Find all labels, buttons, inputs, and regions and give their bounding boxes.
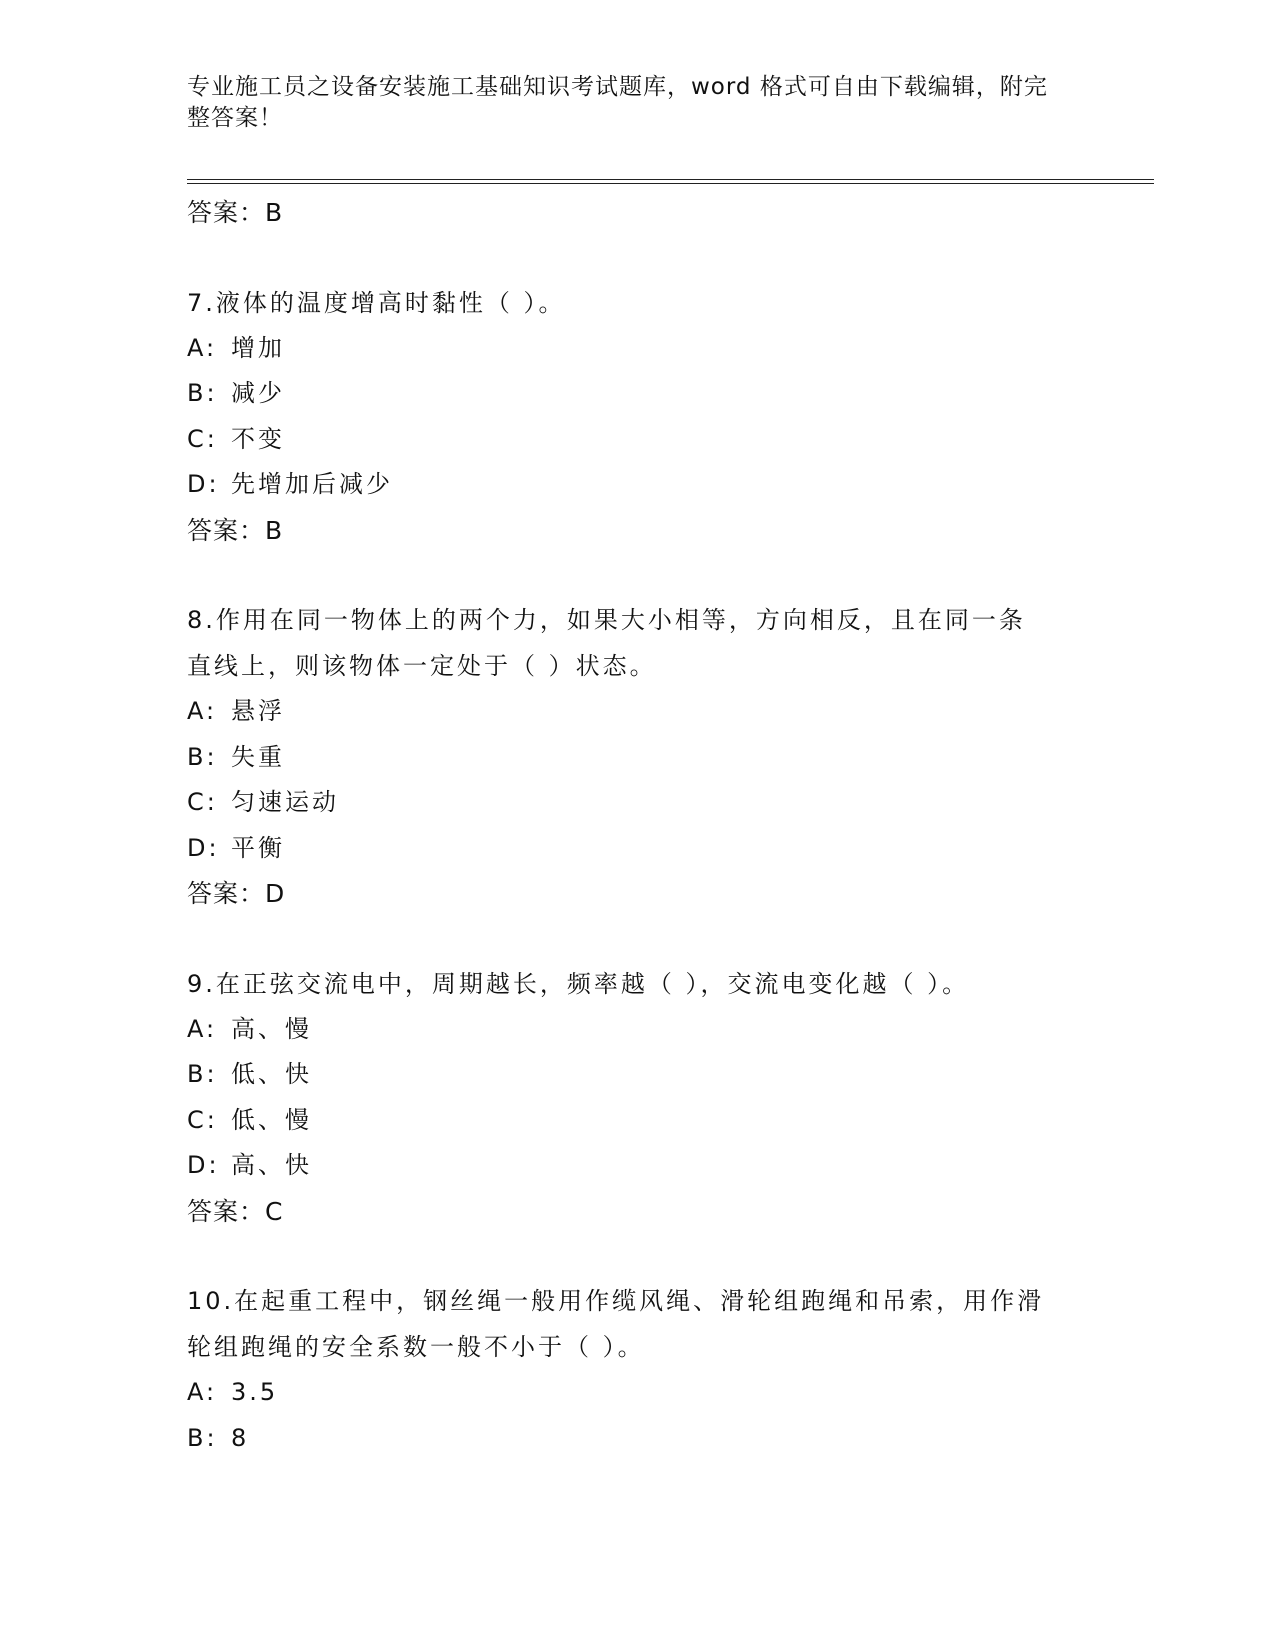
question-text: 9.在正弦交流电中，周期越长，频率越（ ），交流电变化越（ ）。 [187,969,970,998]
option-text: 减少 [231,379,285,407]
question-block [187,280,1087,554]
option-text: 增加 [231,333,285,362]
option-label: A: [187,333,218,362]
option-text: 3.5 [231,1378,279,1406]
question-block [187,961,1087,1235]
option-b [187,371,1087,417]
page-header-title: 专业施工员之设备安装施工基础知识考试题库，word 格式可自由下载编辑，附完整答案！ [187,74,1048,131]
option-a [187,1370,1087,1416]
option-text: 先增加后减少 [231,470,393,498]
option-d [187,1143,1087,1189]
option-text: 匀速运动 [231,788,339,816]
option-label: C: [187,424,218,453]
option-text: 不变 [231,424,285,453]
question-list [187,190,1087,1461]
option-b [187,1416,1087,1462]
option-c [187,417,1087,463]
header-divider-top [187,179,1154,180]
option-text: 平衡 [231,833,285,862]
option-label: B: [187,1060,218,1088]
answer-line: 答案：D [187,879,286,908]
option-label: C: [187,1105,218,1134]
option-text: 高、慢 [231,1014,312,1043]
option-c [187,1098,1087,1144]
option-label: A: [187,1378,218,1406]
option-b [187,735,1087,781]
option-label: A: [187,1014,218,1043]
question-text: 7.液体的温度增高时黏性（ ）。 [187,288,566,317]
option-text: 8 [231,1423,250,1452]
answer-line: 答案：C [187,1196,284,1226]
option-label: B: [187,379,218,407]
option-c [187,780,1087,826]
header-divider-bottom [187,183,1154,184]
answer-line: 答案：B [187,198,284,227]
option-label: B: [187,742,218,771]
option-text: 低、慢 [231,1105,312,1134]
option-text: 失重 [231,742,285,771]
option-a [187,689,1087,735]
answer-line: 答案：B [187,515,284,545]
option-a [187,326,1087,372]
option-b [187,1052,1087,1098]
option-label: D: [187,833,220,862]
option-d [187,462,1087,508]
question-text: 10.在起重工程中，钢丝绳一般用作缆风绳、滑轮组跑绳和吊索，用作滑轮组跑绳的安全系数一般不小于（ ）。 [187,1287,1045,1361]
question-block [187,597,1087,917]
question-text: 8.作用在同一物体上的两个力，如果大小相等，方向相反，且在同一条直线上，则该物体一定处于（ ）状态。 [187,606,1026,680]
option-d [187,826,1087,872]
option-text: 低、快 [231,1060,312,1088]
question-block [187,1278,1087,1461]
option-label: A: [187,697,218,725]
option-label: B: [187,1423,218,1452]
option-text: 悬浮 [231,697,285,725]
option-label: C: [187,788,218,816]
option-label: D: [187,1151,220,1179]
option-a [187,1007,1087,1053]
option-label: D: [187,470,220,498]
option-text: 高、快 [231,1151,312,1179]
